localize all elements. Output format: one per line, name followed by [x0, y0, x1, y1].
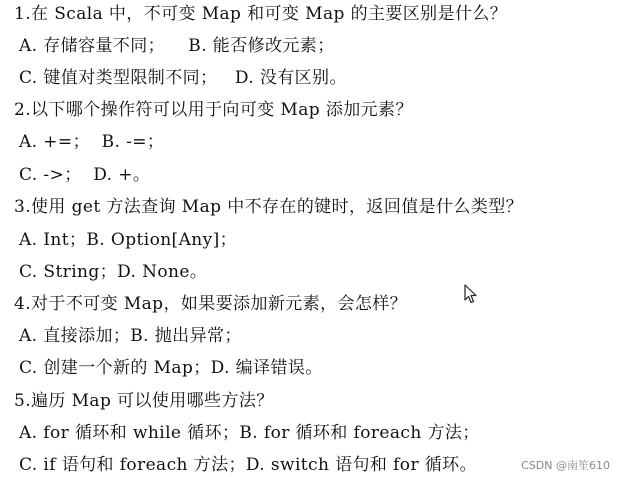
question-2: 2.以下哪个操作符可以用于向可变 Map 添加元素？	[14, 100, 413, 120]
question-3-options-cd: C. String；D. None。	[19, 262, 208, 282]
question-4: 4.对于不可变 Map，如果要添加新元素，会怎样？	[14, 294, 408, 314]
question-5: 5.遍历 Map 可以使用哪些方法？	[14, 391, 274, 411]
question-5-options-ab: A. for 循环和 while 循环；B. for 循环和 foreach 方法；	[19, 423, 480, 443]
question-5-options-cd: C. if 语句和 foreach 方法；D. switch 语句和 for 循环。	[19, 455, 477, 475]
question-3-options-ab: A. Int；B. Option[Any]；	[19, 230, 238, 250]
question-4-options-ab: A. 直接添加；B. 抛出异常；	[19, 326, 242, 346]
question-1-options-ab: A. 存储容量不同； B. 能否修改元素；	[19, 36, 335, 56]
watermark: CSDN @南笙610	[521, 459, 610, 472]
question-3: 3.使用 get 方法查询 Map 中不存在的键时，返回值是什么类型？	[14, 197, 524, 217]
question-2-options-ab: A. +=； B. -=；	[19, 132, 165, 152]
question-1: 1.在 Scala 中，不可变 Map 和可变 Map 的主要区别是什么？	[14, 4, 508, 24]
mouse-pointer-icon	[464, 284, 478, 304]
question-4-options-cd: C. 创建一个新的 Map；D. 编译错误。	[19, 358, 323, 378]
question-1-options-cd: C. 键值对类型限制不同； D. 没有区别。	[19, 68, 347, 88]
question-2-options-cd: C. ->； D. +。	[19, 165, 151, 185]
